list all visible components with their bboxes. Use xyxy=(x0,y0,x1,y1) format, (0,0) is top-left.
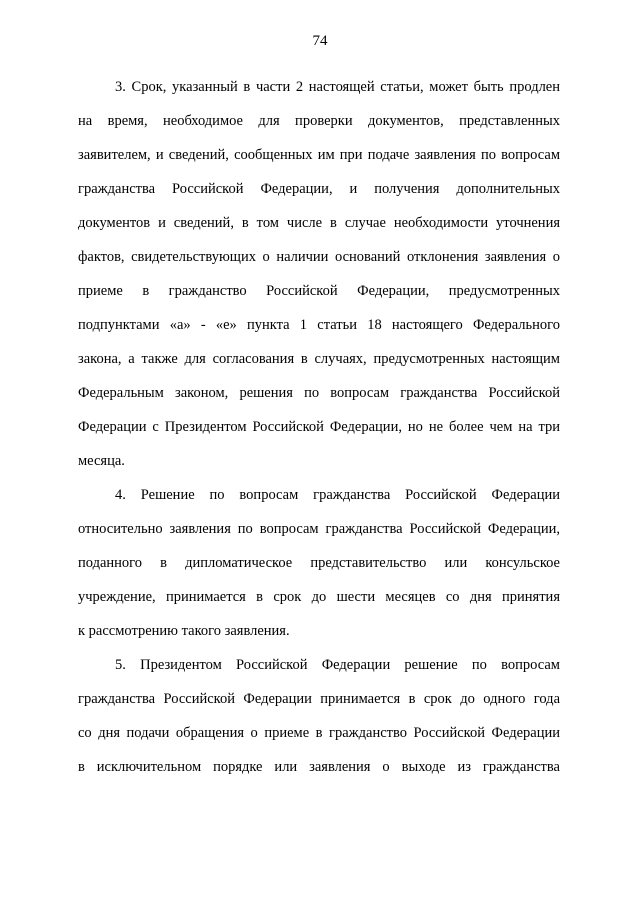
text-line: Федерации с Президентом Российской Федерации, но не более чем на три xyxy=(78,419,560,435)
text-line: относительно заявления по вопросам гражданства Российской Федерации, xyxy=(78,521,560,537)
text-line: поданного в дипломатическое представительство или консульское xyxy=(78,555,560,571)
text-line: на время, необходимое для проверки документов, представленных xyxy=(78,113,560,129)
text-line: закона, а также для согласования в случаях, предусмотренных настоящим xyxy=(78,351,560,367)
text-line: подпунктами «а» - «е» пункта 1 статьи 18 настоящего Федерального xyxy=(78,317,560,333)
text-line: в исключительном порядке или заявления о выходе из гражданства xyxy=(78,759,560,775)
text-line: приеме в гражданство Российской Федерации, предусмотренных xyxy=(78,283,560,299)
text-line: гражданства Российской Федерации, и получения дополнительных xyxy=(78,181,560,197)
text-line: заявителем, и сведений, сообщенных им при подаче заявления по вопросам xyxy=(78,147,560,163)
paragraph-5 xyxy=(78,648,560,784)
text-line: со дня подачи обращения о приеме в гражданство Российской Федерации xyxy=(78,725,560,741)
text-line: фактов, свидетельствующих о наличии оснований отклонения заявления о xyxy=(78,249,560,265)
paragraph-3 xyxy=(78,70,560,478)
text-line: гражданства Российской Федерации принимается в срок до одного года xyxy=(78,691,560,707)
text-line: Федеральным законом, решения по вопросам гражданства Российской xyxy=(78,385,560,401)
document-body xyxy=(78,70,560,784)
text-line: месяца. xyxy=(78,453,125,469)
page-number: 74 xyxy=(312,33,328,49)
text-line: 4. Решение по вопросам гражданства Российской Федерации xyxy=(115,487,560,503)
text-line: 3. Срок, указанный в части 2 настоящей статьи, может быть продлен xyxy=(115,79,560,95)
text-line: к рассмотрению такого заявления. xyxy=(78,623,290,639)
text-line: документов и сведений, в том числе в случае необходимости уточнения xyxy=(78,215,560,231)
text-line: 5. Президентом Российской Федерации решение по вопросам xyxy=(115,657,560,673)
text-line: учреждение, принимается в срок до шести месяцев со дня принятия xyxy=(78,589,560,605)
paragraph-4 xyxy=(78,478,560,648)
